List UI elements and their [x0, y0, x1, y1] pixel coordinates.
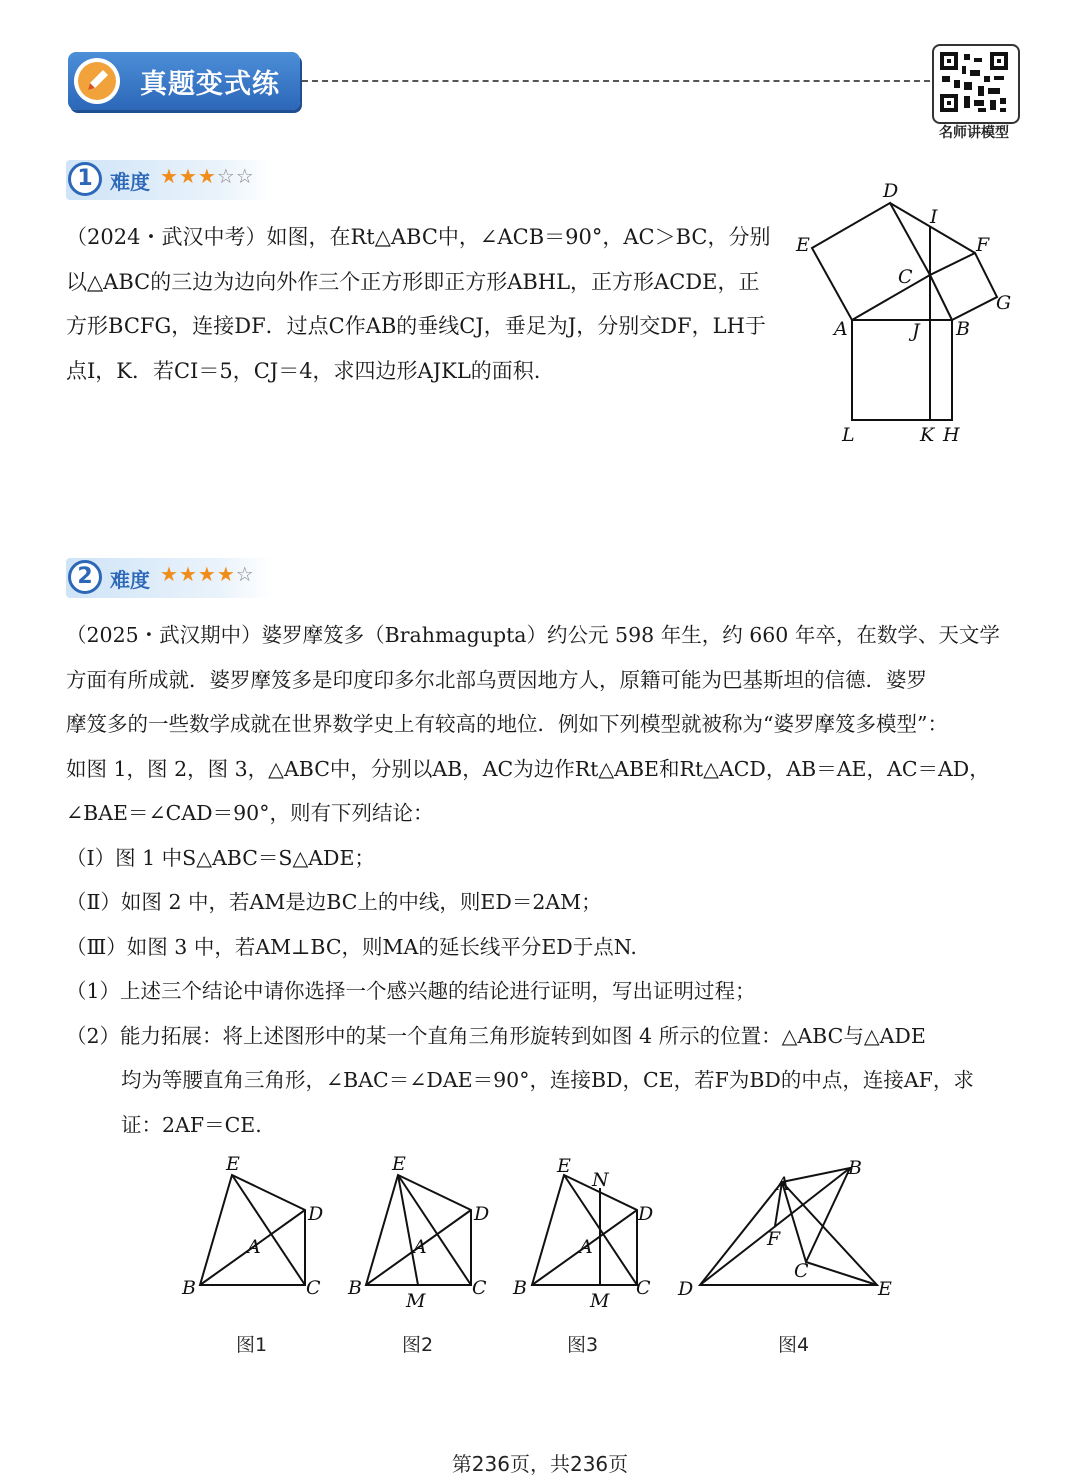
label-D: D [883, 180, 899, 202]
section-title: 真题变式练 [140, 69, 280, 100]
difficulty-label: 难度 [110, 568, 150, 592]
star-filled-icon: ★ [160, 164, 179, 188]
label-E: E [392, 1153, 406, 1175]
label-B: B [348, 1277, 362, 1299]
conclusion-3: （Ⅲ）如图 3 中，若AM⊥BC，则MA的延长线平分ED于点N. [66, 934, 637, 959]
star-rating [160, 562, 255, 586]
difficulty-badge-1 [66, 160, 272, 200]
label-C: C [636, 1277, 651, 1299]
star-filled-icon: ★ [216, 562, 236, 586]
label-J: J [912, 320, 920, 342]
label-F: F [976, 234, 990, 256]
question-2-cont: 均为等腰直角三角形，∠BAC＝∠DAE＝90°，连接BD，CE，若F为BD的中点，连接AF，求 [121, 1068, 974, 1092]
text-line: ∠BAE＝∠CAD＝90°，则有下列结论： [66, 801, 434, 825]
qr-caption: 名师讲模型 [939, 125, 1009, 141]
square-abhl [852, 320, 952, 420]
label-D: D [678, 1278, 694, 1300]
difficulty-label: 难度 [110, 170, 150, 194]
label-B: B [513, 1277, 527, 1299]
label-A: A [776, 1173, 790, 1195]
label-H: H [943, 424, 960, 446]
label-A: A [579, 1236, 593, 1258]
conclusion-2: （Ⅱ）如图 2 中，若AM是边BC上的中线，则ED＝2AM； [66, 890, 602, 914]
label-F: F [767, 1228, 781, 1250]
label-M: M [406, 1290, 426, 1312]
label-A: A [413, 1236, 427, 1258]
label-M: M [590, 1290, 610, 1312]
text-line: （2024・武汉中考）如图，在Rt△ABC中，∠ACB＝90°，AC＞BC，分别 [66, 225, 771, 249]
problem1-figure [790, 175, 1030, 455]
text-line: 点I，K．若CI＝5，CJ＝4，求四边形AJKL的面积. [66, 358, 541, 383]
figure-caption-2: 图2 [402, 1334, 434, 1356]
square-acde [812, 203, 930, 320]
problem2-text [66, 613, 1026, 1147]
label-E: E [878, 1278, 892, 1300]
problem2-figures [170, 1150, 910, 1320]
star-empty-icon: ☆ [235, 562, 255, 586]
question-1: （1）上述三个结论中请你选择一个感兴趣的结论进行证明，写出证明过程； [66, 979, 756, 1003]
square-bcfg [930, 253, 997, 320]
problem1-text [66, 215, 776, 393]
star-filled-icon: ★ [178, 164, 198, 188]
star-filled-icon: ★ [197, 562, 217, 586]
label-A: A [834, 318, 848, 340]
figure-caption-4: 图4 [778, 1334, 810, 1356]
text-line: 方面有所成就．婆罗摩笈多是印度印多尔北部乌贾因地方人，原籍可能为巴基斯坦的信德．婆罗 [66, 667, 927, 692]
question-2-cont: 证：2AF＝CE. [121, 1112, 262, 1137]
label-D: D [474, 1203, 490, 1225]
label-B: B [848, 1157, 862, 1179]
figure-caption-3: 图3 [567, 1334, 599, 1356]
star-empty-icon: ☆ [235, 164, 255, 188]
label-D: D [308, 1203, 324, 1225]
qr-code-icon[interactable] [932, 44, 1020, 124]
star-filled-icon: ★ [197, 164, 217, 188]
difficulty-badge-2 [66, 558, 272, 598]
figure-1 [200, 1175, 305, 1285]
conclusion-1: （Ⅰ）图 1 中S△ABC＝S△ADE； [66, 845, 375, 870]
problem-number: 1 [68, 162, 102, 196]
header-divider [302, 80, 930, 82]
label-C: C [472, 1277, 487, 1299]
label-C: C [898, 266, 913, 288]
text-line: 摩笈多的一些数学成就在世界数学史上有较高的地位．例如下列模型就被称为“婆罗摩笈多模型”： [66, 712, 948, 736]
problem-number: 2 [68, 560, 102, 594]
star-rating [160, 164, 255, 188]
label-B: B [182, 1277, 196, 1299]
text-line: （2025・武汉期中）婆罗摩笈多（Brahmagupta）约公元 598 年生，约 660 年卒，在数学、天文学 [66, 623, 1000, 647]
section-header-banner [68, 52, 300, 110]
label-N: N [592, 1169, 609, 1191]
star-filled-icon: ★ [178, 562, 198, 586]
figure-3 [532, 1175, 637, 1285]
label-E: E [226, 1153, 240, 1175]
label-C: C [306, 1277, 321, 1299]
pencil-icon [74, 58, 120, 104]
star-empty-icon: ☆ [216, 164, 236, 188]
text-line: 如图 1，图 2，图 3，△ABC中，分别以AB，AC为边作Rt△ABE和Rt△ACD，AB＝AE，AC＝AD， [66, 756, 990, 781]
text-line: 以△ABC的三边为边向外作三个正方形即正方形ABHL，正方形ACDE，正 [66, 269, 760, 294]
label-E: E [557, 1155, 571, 1177]
label-A: A [247, 1236, 261, 1258]
label-I: I [930, 206, 938, 228]
label-K: K [920, 424, 935, 446]
text-line: 方形BCFG，连接DF．过点C作AB的垂线CJ，垂足为J，分别交DF，LH于 [66, 314, 766, 338]
label-D: D [638, 1203, 654, 1225]
figure-caption-1: 图1 [236, 1334, 268, 1356]
question-2: （2）能力拓展：将上述图形中的某一个直角三角形旋转到如图 4 所示的位置：△ABC与△ADE [66, 1023, 926, 1048]
figure-2 [366, 1175, 471, 1285]
label-C: C [794, 1260, 809, 1282]
label-L: L [842, 424, 855, 446]
label-E: E [796, 234, 810, 256]
label-G: G [996, 292, 1012, 314]
star-filled-icon: ★ [160, 562, 179, 586]
label-B: B [956, 318, 970, 340]
page-number: 第236页，共236页 [451, 1452, 629, 1476]
